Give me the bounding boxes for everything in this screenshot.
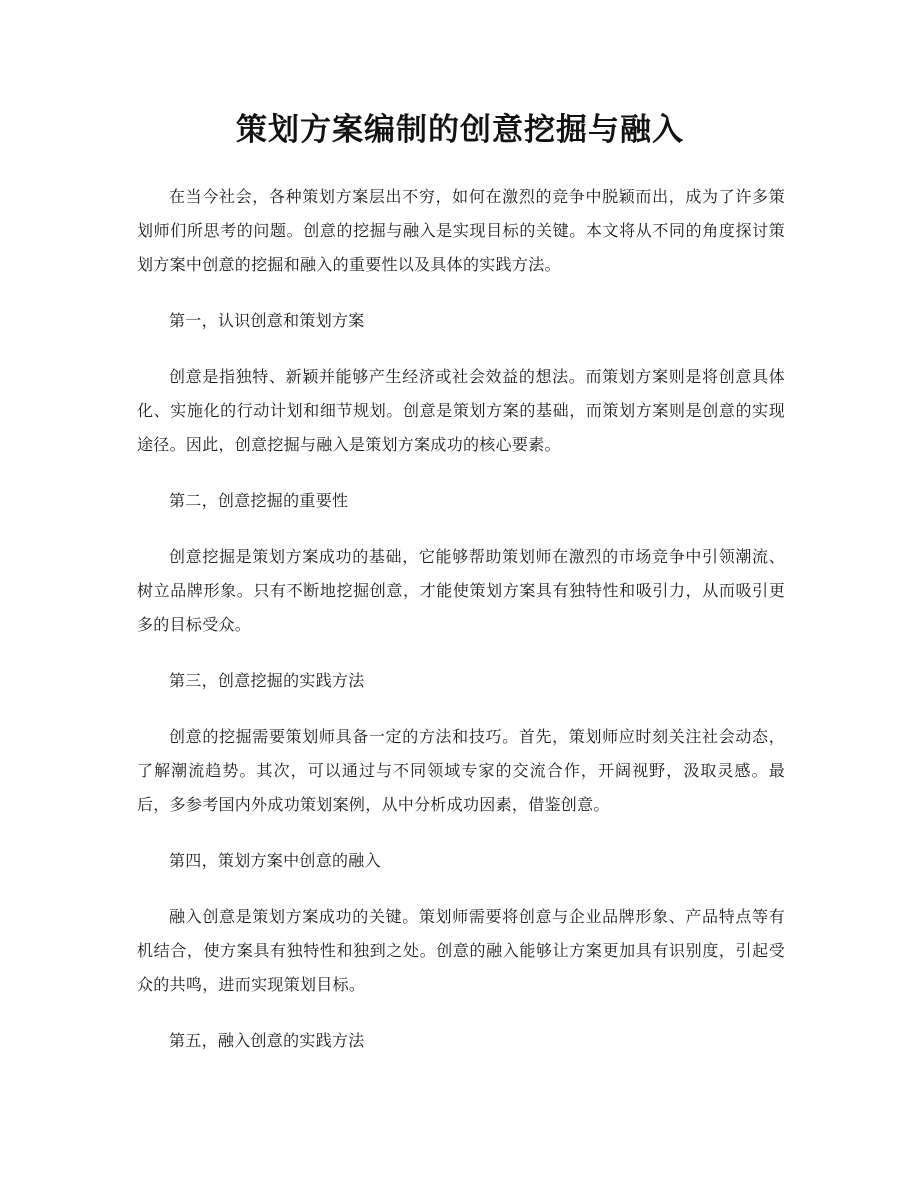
section-heading-2: 第二，创意挖掘的重要性 — [169, 491, 349, 510]
section-paragraph-2: 创意挖掘是策划方案成功的基础，它能够帮助策划师在激烈的市场竞争中引领潮流、树立品牌形象。只有不断地挖掘创意，才能使策划方案具有独特性和吸引力，从而吸引更多的目标受众。 — [137, 547, 785, 634]
section-heading-4: 第四，策划方案中创意的融入 — [169, 851, 381, 870]
section-heading-1: 第一，认识创意和策划方案 — [169, 311, 365, 330]
document-body — [137, 180, 785, 1080]
section-heading-3: 第三，创意挖掘的实践方法 — [169, 671, 365, 690]
section-heading-5: 第五，融入创意的实践方法 — [169, 1031, 365, 1050]
document-title: 策划方案编制的创意挖掘与融入 — [236, 112, 684, 148]
section-paragraph-3: 创意的挖掘需要策划师具备一定的方法和技巧。首先，策划师应时刻关注社会动态，了解潮流趋势。其次，可以通过与不同领域专家的交流合作，开阔视野，汲取灵感。最后，多参考国内外成功策划案例，从中分析成功因素，借鉴创意。 — [137, 727, 785, 814]
intro-paragraph: 在当今社会，各种策划方案层出不穷，如何在激烈的竞争中脱颖而出，成为了许多策划师们所思考的问题。创意的挖掘与融入是实现目标的关键。本文将从不同的角度探讨策划方案中创意的挖掘和融入的重要性以及具体的实践方法。 — [137, 187, 785, 274]
section-paragraph-4: 融入创意是策划方案成功的关键。策划师需要将创意与企业品牌形象、产品特点等有机结合，使方案具有独特性和独到之处。创意的融入能够让方案更加具有识别度，引起受众的共鸣，进而实现策划目标。 — [137, 907, 785, 994]
section-paragraph-1: 创意是指独特、新颖并能够产生经济或社会效益的想法。而策划方案则是将创意具体化、实施化的行动计划和细节规划。创意是策划方案的基础，而策划方案则是创意的实现途径。因此，创意挖掘与融入是策划方案成功的核心要素。 — [137, 367, 785, 454]
